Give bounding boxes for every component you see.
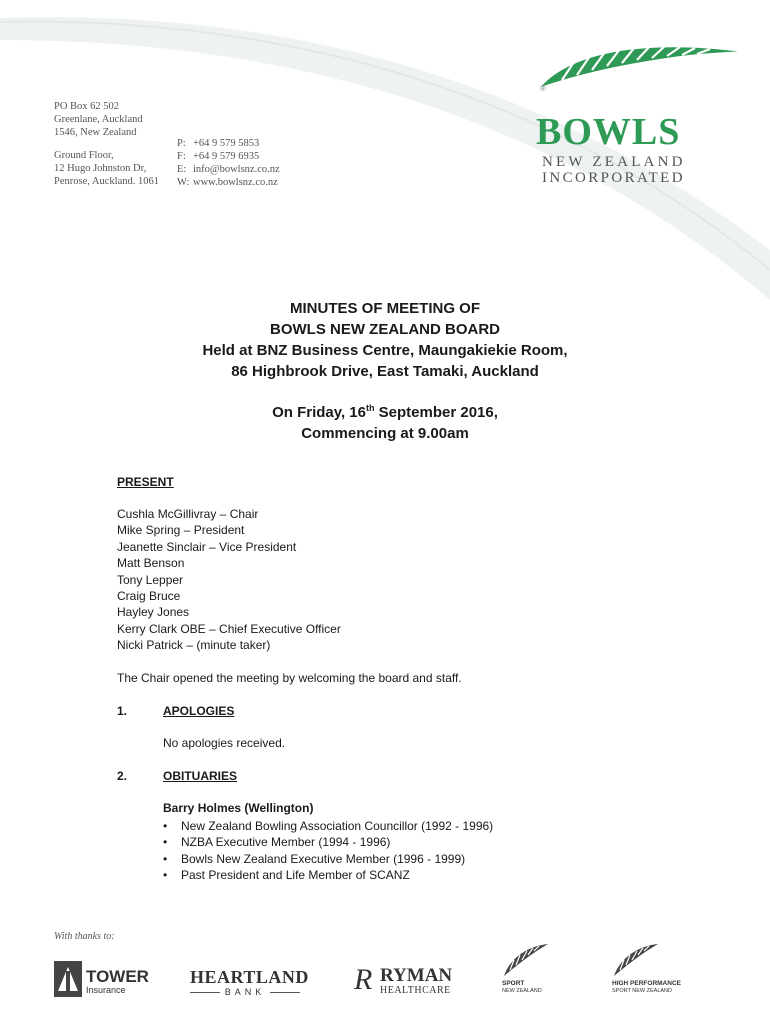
sponsor-name: HIGH PERFORMANCE <box>612 980 681 987</box>
tower-insurance-logo <box>54 955 164 1000</box>
email-line <box>177 163 280 176</box>
sponsor-sub: HEALTHCARE <box>380 985 451 996</box>
sport-nz-logo <box>500 942 560 1000</box>
attendee: Hayley Jones <box>117 605 190 620</box>
meeting-date: On Friday, 16th September 2016, Commencing at 9.00am <box>0 398 770 444</box>
tower-icon <box>54 961 82 997</box>
attendee: Kerry Clark OBE – Chief Executive Officer <box>117 621 341 636</box>
street-address <box>54 149 159 188</box>
phone-line <box>177 137 280 150</box>
obituaries-heading: OBITUARIES <box>163 769 238 783</box>
sponsor-name: SPORT <box>502 980 525 987</box>
sponsor-thanks: With thanks to: <box>54 931 115 942</box>
apologies-heading: APOLOGIES <box>163 704 235 718</box>
attendee: Cushla McGillivray – Chair <box>117 507 259 521</box>
sponsor-name: RYMAN <box>380 965 453 986</box>
attendee: Craig Bruce <box>117 589 181 604</box>
address-line: 12 Hugo Johnston Dr, <box>54 163 147 174</box>
attendee: Jeanette Sinclair – Vice President <box>117 539 297 554</box>
title-line: BOWLS NEW ZEALAND BOARD <box>270 321 500 338</box>
postal-address <box>54 100 143 139</box>
heartland-bank-logo <box>190 955 309 1000</box>
section-number: 1. <box>117 704 128 718</box>
registered-mark: ® <box>540 84 546 93</box>
title-venue: Held at BNZ Business Centre, Maungakiekie Room, <box>202 342 568 359</box>
address-line: 1546, New Zealand <box>54 127 137 138</box>
fax-number: +64 9 579 6935 <box>193 151 260 162</box>
list-item: • NZBA Executive Member (1994 - 1996) <box>163 834 493 850</box>
meeting-start-time: Commencing at 9.00am <box>301 425 469 442</box>
ryman-mark: R <box>354 963 373 996</box>
high-performance-sport-nz-logo <box>610 942 700 1000</box>
contact-key: P: <box>177 138 186 149</box>
present-heading: PRESENT <box>117 475 174 489</box>
silver-fern-icon <box>532 40 747 100</box>
contact-details <box>177 137 280 189</box>
title-address: 86 Highbrook Drive, East Tamaki, Auckland <box>231 363 539 380</box>
contact-key: W: <box>177 177 190 188</box>
obituary-name: Barry Holmes (Wellington) <box>163 801 314 815</box>
website-address: www.bowlsnz.co.nz <box>193 177 278 188</box>
address-line: Ground Floor, <box>54 150 114 161</box>
apologies-text: No apologies received. <box>163 736 286 750</box>
website-line <box>177 176 280 189</box>
fern-icon <box>610 942 660 978</box>
attendee: Tony Lepper <box>117 572 184 587</box>
address-line: Greenlane, Auckland <box>54 114 143 125</box>
opening-statement: The Chair opened the meeting by welcoming the board and staff. <box>117 671 462 685</box>
attendee: Mike Spring – President <box>117 523 245 538</box>
document-title <box>0 298 770 382</box>
sponsor-name: TOWER <box>86 967 149 986</box>
phone-number: +64 9 579 5853 <box>193 138 260 149</box>
sponsor-sub: NEW ZEALAND <box>502 988 542 994</box>
logo-wordmark: BOWLS <box>536 111 681 153</box>
bowls-nz-logo <box>532 40 752 190</box>
list-item: • New Zealand Bowling Association Councillor (1992 - 1996) <box>163 818 493 834</box>
list-item: • Bowls New Zealand Executive Member (1996 - 1999) <box>163 851 493 867</box>
contact-key: F: <box>177 151 186 162</box>
sponsor-name: HEARTLAND <box>190 967 309 987</box>
email-address: info@bowlsnz.co.nz <box>193 164 280 175</box>
sponsor-sub: BANK <box>224 987 266 997</box>
attendee: Matt Benson <box>117 556 185 571</box>
obituary-details <box>163 818 493 884</box>
attendee-list <box>117 506 341 654</box>
fern-icon <box>500 942 550 978</box>
title-line: MINUTES OF MEETING OF <box>290 300 480 317</box>
logo-subtitle: INCORPORATED <box>542 170 685 186</box>
address-line: PO Box 62 502 <box>54 101 120 112</box>
attendee: Nicki Patrick – (minute taker) <box>117 638 271 653</box>
sponsor-sub: SPORT NEW ZEALAND <box>612 988 673 994</box>
address-line: Penrose, Auckland. 1061 <box>54 176 159 187</box>
section-number: 2. <box>117 769 128 783</box>
list-item: • Past President and Life Member of SCANZ <box>163 867 493 883</box>
fax-line <box>177 150 280 163</box>
ryman-healthcare-logo <box>354 955 454 1000</box>
contact-key: E: <box>177 164 187 175</box>
logo-subtitle: NEW ZEALAND <box>542 154 686 170</box>
sponsor-sub: Insurance <box>86 985 126 995</box>
